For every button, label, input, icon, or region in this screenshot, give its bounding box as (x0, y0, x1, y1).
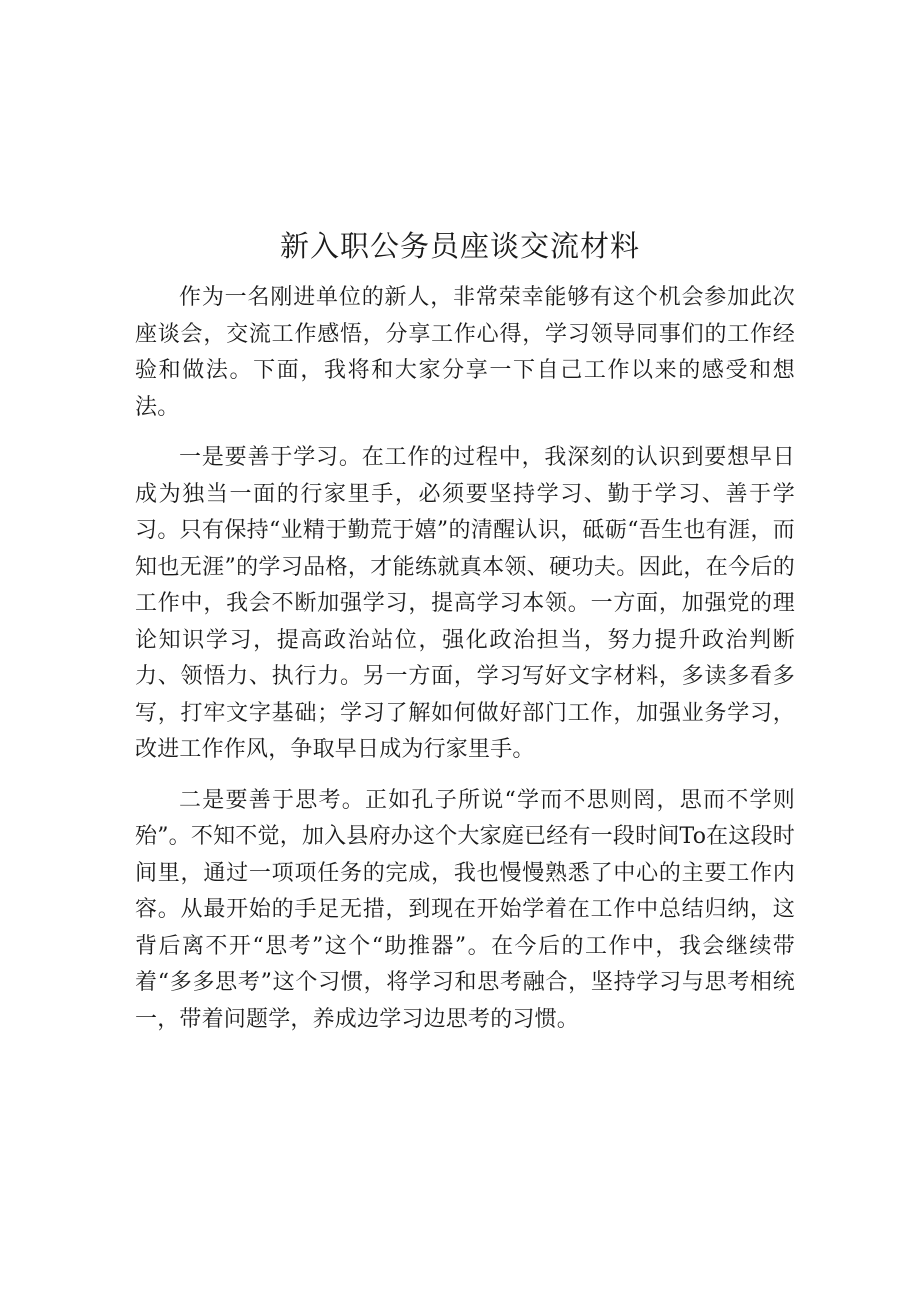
paragraph-study: 一是要善于学习。在工作的过程中，我深刻的认识到要想早日成为独当一面的行家里手，必须要坚持学习、勤于学习、善于学习。只有保持“业精于勤荒于嬉”的清醒认识，砥砺“吾生也有涯，而知也无涯”的学习品格，才能练就真本领、硬功夫。因此，在今后的工作中，我会不断加强学习，提高学习本领。一方面，加强党的理论知识学习，提高政治站位，强化政治担当，努力提升政治判断力、领悟力、执行力。另一方面，学习写好文字材料，多读多看多写，打牢文字基础；学习了解如何做好部门工作，加强业务学习，改进工作作风，争取早日成为行家里手。 (135, 445, 795, 762)
document-body (135, 280, 795, 1052)
document-title: 新入职公务员座谈交流材料 (279, 229, 640, 263)
paragraph-intro: 作为一名刚进单位的新人，非常荣幸能够有这个机会参加此次座谈会，交流工作感悟，分享工作心得，学习领导同事们的工作经验和做法。下面，我将和大家分享一下自己工作以来的感受和想法。 (135, 285, 795, 420)
paragraph-think: 二是要善于思考。正如孔子所说“学而不思则罔，思而不学则殆”。不知不觉，加入县府办这个大家庭已经有一段时间To在这段时间里，通过一项项任务的完成，我也慢慢熟悉了中心的主要工作内容。从最开始的手足无措，到现在开始学着在工作中总结归纳，这背后离不开“思考”这个“助推器”。在今后的工作中，我会继续带着“多多思考”这个习惯，将学习和思考融合，坚持学习与思考相统一，带着问题学，养成边学习边思考的习惯。 (135, 787, 795, 1032)
